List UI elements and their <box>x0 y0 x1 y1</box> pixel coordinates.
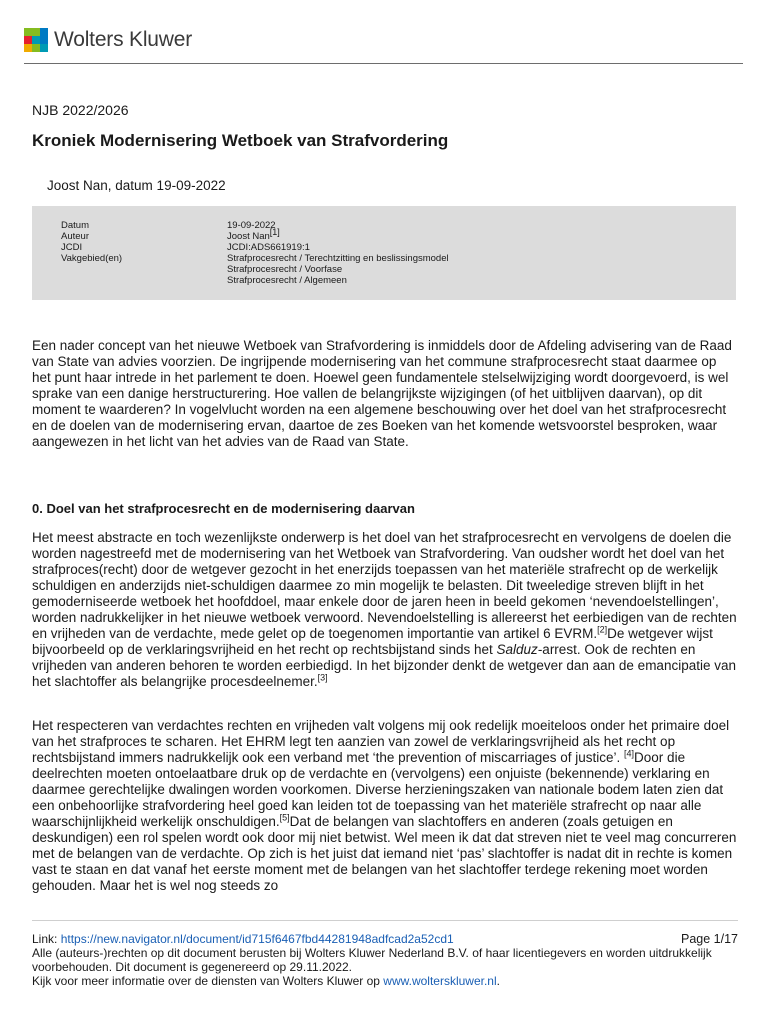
meta-value-datum: 19-09-2022 <box>227 220 276 231</box>
body-paragraph-2 <box>32 718 738 894</box>
page-number: Page 1/17 <box>681 932 738 946</box>
footer-more-info: Kijk voor meer informatie over de diensten van Wolters Kluwer op <box>32 974 384 988</box>
footer-more-info-line <box>32 974 738 988</box>
metadata-labels <box>61 220 122 264</box>
footnote-ref-1[interactable]: [1] <box>269 226 280 237</box>
wolterskluwer-site-link[interactable]: www.wolterskluwer.nl <box>383 974 497 988</box>
meta-label-vakgebied: Vakgebied(en) <box>61 253 123 264</box>
paragraph-1-text-a: Het meest abstracte en toch wezenlijkste onderwerp is het doel van het strafprocesrecht en vervolgens de doelen die worden nagestreefd met de modernisering van het Wetboek van Strafvordering. Van oudsher wordt het doel van het strafproces(recht) door de wetgever gezocht in het enerzijds toepassen van het materiële strafrecht op de werkelijk schuldigen en anderzijds niet-schuldigen daarmee zo min mogelijk te belasten. Dit tweeledige streven blijft in het gemoderniseerde wetboek het hoofddoel, maar enkele door de jaren heen in beeld gekomen ‘nevendoelstellingen’, worden nadrukkelijker in het nieuwe wetboek verwoord. Nevendoelstelling is allereerst het eerbiedigen van de rechten en vrijheden van de verdachte, mede gelet op de toegenomen importantie van artikel 6 EVRM. <box>32 530 737 641</box>
body-paragraph-1 <box>32 530 738 690</box>
meta-value-auteur <box>227 226 449 242</box>
section-heading: 0. Doel van het strafprocesrecht en de modernisering daarvan <box>32 501 415 516</box>
document-link[interactable]: https://new.navigator.nl/document/id715f6467fbd44281948adfcad2a52cd1 <box>60 932 454 946</box>
meta-value-vakgebied-1: Strafprocesrecht / Terechtzitting en beslissingsmodel <box>227 253 449 264</box>
footnote-ref-2[interactable]: [2] <box>597 624 608 635</box>
logo-text: Wolters Kluwer <box>54 28 193 51</box>
meta-label-jcdi: JCDI <box>61 242 83 253</box>
paragraph-1-italic: Salduz <box>496 642 538 657</box>
paragraph-2-text-b: Door die deelrechten moeten ontoelaatbare druk op de verdachte en (vervolgens) een onjuiste (bekennende) verklaring en daarmee gerechtelijke dwalingen worden voorkomen. Diverse herzieningszaken van nationale bodem laten zien dat een onbehoorlijke strafvordering heel goed kan leiden tot de toepassing van het materiële strafrecht op naar alle waarschijnlijkheid werkelijk onschuldigen. <box>32 750 724 829</box>
meta-label-datum: Datum <box>61 220 89 231</box>
meta-value-vakgebied-2: Strafprocesrecht / Voorfase <box>227 264 343 275</box>
meta-label-auteur: Auteur <box>61 231 89 242</box>
intro-paragraph: Een nader concept van het nieuwe Wetboek van Strafvordering is inmiddels door de Afdeling advisering van de Raad van State van advies voorzien. De ingrijpende modernisering van het commune strafprocesrecht staat daarmee op het punt haar intrede in het parlement te doen. Hoewel geen fundamentele stelselwijziging wordt doorgevoerd, is wel sprake van een danige herstructurering. Hoe vallen de belangrijkste wijzigingen (of het uitblijven daarvan), op dit moment te waarderen? In vogelvlucht worden na een algemene beschouwing over het doel van het strafprocesrecht en de doelen van de modernisering ervan, daartoe de zes Boeken van het komende wetsvoorstel besproken, waar aangewezen in het licht van het advies van de Raad van State. <box>32 338 732 449</box>
footer-site-suffix: . <box>496 974 500 988</box>
paragraph-1-text-b: De wetgever wijst bijvoorbeeld op de verklaringsvrijheid en het recht op rechtsbijstand sinds het <box>32 626 713 657</box>
meta-value-vakgebied-3: Strafprocesrecht / Algemeen <box>227 275 347 286</box>
metadata-box <box>32 206 736 300</box>
footnote-ref-4[interactable]: [4] <box>624 748 635 759</box>
footer-divider <box>32 920 738 921</box>
header-logo <box>24 26 192 54</box>
footer <box>32 932 738 988</box>
paragraph-1-text-c: -arrest. Ook de rechten en vrijheden van anderen behoren te worden eerbiedigd. In het bijzonder denkt de wetgever dan aan de emancipatie van het slachtoffer als belangrijke procesdeelnemer. <box>32 642 736 689</box>
paragraph-2-text-a: Het respecteren van verdachtes rechten en vrijheden valt volgens mij ook redelijk moeiteloos onder het primaire doel van het strafproces te scharen. Het EHRM legt ten aanzien van zowel de verklaringsvrijheid als het recht op rechtsbijstand immers nadrukkelijk ook een verband met ‘the prevention of miscarriages of justice’. <box>32 718 730 765</box>
document-reference: NJB 2022/2026 <box>32 102 129 118</box>
meta-value-auteur-name: Joost Nan <box>227 231 270 242</box>
page-title: Kroniek Modernisering Wetboek van Strafvordering <box>32 131 449 150</box>
footer-link-line <box>32 932 738 946</box>
wolters-kluwer-logo-icon <box>24 28 48 52</box>
footer-link-label: Link: <box>32 932 61 946</box>
byline: Joost Nan, datum 19-09-2022 <box>47 178 226 193</box>
metadata-values <box>227 220 449 286</box>
meta-value-jcdi: JCDI:ADS661919:1 <box>227 242 310 253</box>
footer-copyright: Alle (auteurs-)rechten op dit document berusten bij Wolters Kluwer Nederland B.V. of haar licentiegevers en worden uitdrukkelijk voorbehouden. Dit document is gegenereerd op 29.11.2022. <box>32 946 712 974</box>
header-divider <box>24 63 743 64</box>
footnote-ref-3[interactable]: [3] <box>317 672 328 683</box>
paragraph-2-text-c: Dat de belangen van slachtoffers en anderen (zoals getuigen en deskundigen) een rol spelen wordt ook door mij niet betwist. Wel meen ik dat dat streven niet te veel mag concurreren met de belangen van de verdachte. Op zich is het juist dat iemand niet ‘pas’ slachtoffer is nadat dit in rechte is komen vast te staan en dat vanaf het eerste moment met de belangen van het slachtoffer terdege rekening moet worden gehouden. Maar het is wel nog steeds zo <box>32 814 737 893</box>
footnote-ref-5[interactable]: [5] <box>279 812 290 823</box>
